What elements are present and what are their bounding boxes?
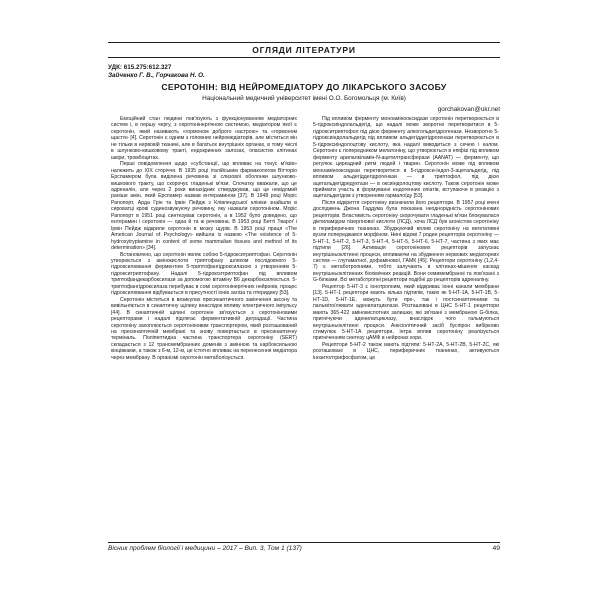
page-number: 49: [492, 545, 500, 552]
paragraph: Перші повідомлення щодо «субстанції, що впливає на тонус м'язів» належить до XIX сторіччя. В 1935 році італійським фармакологом Вітторіо Ерспамером була виділена речовина зі слизової оболонки шлунково-кишкового тракту, що скорочує гладенькі м'язи. Спочатку вважали, що це адреналін, але через 2 роки винахідник стверджував, що це невідомий раніше амін, який Ерспамер назвав ентерамином [37]. В 1948 році Моріс Рапопорт, Арда Грін та Ірвін Пейдж з Клівлендської клініки знайшли в сироватці крові судинозвужуючу речовину, яку назвали серотоніном. Моріс Рапопорт в 1951 році синтезував серотонін, а в 1952 було доведено, що ентерамин і серотонін — одна й та ж речовина. В 1953 році Бетті Твароґ і Ірвін Пейдж відкрили серотонін в мозку щурів. В 1953 році праця «The American Journal of Psychology» вийшла із назвою «The existence of 5-hydroxytryptamine in content of some mammalian tissues and method of its determination» [34].: [111, 161, 297, 252]
paragraph: Під впливом ферменту моноамінооксидази серотонін перетворюється в 5-гідроксиіндолальдегід, що надалі може зворотно перетворитися в 5-гідрокситриптофол під дією ферменту алкогольдегідрогенази. Незворотно 5-гідроксиіндолальдегід під впливом альдегіддегідрогенази перетворюється в 5-гідроксиіндолоцтову кислоту, яка надалі виводиться з сечею і калом. Серотонін є попередником мелатоніну, що утворюється в епіфізі під впливом ферменту арилалкіламін-N-ацетилтрансферази (AANAT) — ферменту, що регулює циркадний ритм людей і тварин. Серотонін може під впливом моноамінооксидази перетворитися в 5-гідрокси-індол-3-ацетальдегід, під впливом альдегіддегідрогенази — в триптофол, під дією ацетальдегідредуктази — в оксиіндолоцтову кислоту. Також серотонін може приймати участь в формуванні ендогенних опіатів, вступаючи в реакцію з ацетальдегідом з утворенням гармалоїду [53].: [313, 116, 499, 200]
paragraph: Після відкриття серотоніну визначили його рецептори. В 1957 році вчені досліджень Джона Гаддума була показана неоднорідність серотонінових рецепторів. Властивість серотоніну скорочувати гладенькі м'язи блокувалася діетиламідом лізергінової кислоти (ЛСД), хоча ЛСД був агоністом серотоніну в периферичних тканинах. Збуджуючий вплив серотоніну на вегетативні вузли попереджався морфіном. Нині відомі 7 родин рецепторів серотоніну — 5-НТ-1, 5-НТ-2, 5-НТ-3, 5-НТ-4, 5-НТ-5, 5-НТ-6, 5-НТ-7, частина з яких має підтипи [26]. Активація серотонінових рецепторів запускає внутрішньоклітинні процеси, впливаючи на збудження нервових медіаторних систем — глутаматної, дофамінової, ГАМК [45]. Рецептори серотоніну (1,2,4-7) є метаботропними, тобто залучають в клітинах-мішенях каскад внутрішньоклітинних біохімічних реакцій. Вони семимембранні та пов'язані з G-білками. Всі метаботропні рецептори подібні до рецепторів адреналіну.: [313, 199, 499, 284]
article-title: СЕРОТОНІН: ВІД НЕЙРОМЕДІАТОРУ ДО ЛІКАРСЬКОГО ЗАСОБУ: [161, 82, 447, 92]
paragraph: Рецептори 5-НТ-2 також мають підтипи: 5-НТ-2А, 5-НТ-2В, 5-НТ-2С, які розташовані в ЦНС, периферичних тканинах, активуються інозитолтрифосфатом, це: [313, 341, 499, 361]
body-column-right: [313, 116, 499, 524]
paragraph: Емоційний стан людини пов'язують з функціонуванням медіаторних систем і, в першу чергу, з серотонінергічною системою, медіатором якої є серотонін, який називають «гормоном доброго настрою» та «гормоном щастя» [4]. Серотонін є одним з головних нейромедіаторів, але міститься він не тільки в нервовій тканині, але в багатьох внутрішніх органах, в тому числі в шлунково-кишковому тракті, ендокринних залозах, опасистих клітинах шкіри, тромбоцитах.: [111, 116, 297, 161]
article-affiliation: Національний медичний університет імені О.О. Богомольця (м. Київ): [202, 95, 406, 102]
section-header: ОГЛЯДИ ЛІТЕРАТУРИ: [108, 42, 500, 58]
contact-email[interactable]: gorchakovan@ukr.net: [437, 106, 500, 113]
body-column-left: [111, 116, 297, 524]
paragraph: Встановлено, що серотонін являє собою 5-гідрокситриптофан. Серотонін утворюється з амінокислоти триптофану шляхом послідовного 5-гідроксилювання ферментом 5-триптофангідроксилазою з утворенням 5-гідрокситриптофану. Надалі 5-гідрокситриптофан під впливом триптофандекарбоксилази за допомогою вітаміну В6 декарбоксилюється. 5-триптофангідроксилаза перебуває в сомі серотонінергічних нейронів, процес гідроксилювання відбувається в присутності іонів заліза та птеридину [53].: [111, 251, 297, 297]
footer-divider: [108, 542, 500, 543]
article-authors: Зайченко Г. В., Горчакова Н. О.: [108, 72, 205, 79]
paragraph: Рецептор 5-НТ-3 є іонотропним, який відкриває іонні канали мембрани [13]. 5-НТ-1 рецептори мають кілька підтипів, таких як 5-НТ-1А, 5-НТ-1В, 5-НТ-1D, 5-НТ-1Е, можуть бути пре-, так і постсинаптичними та пальмітоїлювати аденилатциклази. Розташовані в ЦНС 5-НТ-1 рецептори мають 365-422 амінокислотних залишки, які зв'язані з мембраною G-білка, пригнічуючи аденилатциклазу, внаслідок чого гальмуються внутрішньоклітинні процеси. Анксіолітичний засіб буспірон вибірково стимулює 5-НТ-1А рецептори, інтра вплив серотоніну реалізується пригніченням синтезу цАМФ в нейронах кори.: [313, 283, 499, 342]
paragraph: Серотонін міститься в везикулах пресинаптичного закінчення аксону та вивільняється в синаптичну щілину внаслідок впливу електричного імпульсу [44]. В синаптичній щілині серотонін зв'язується з серотоніновими рецепторами і надалі підлягає ферментативній деградації. Частина серотоніну захоплюється серотоніновим транспортером, який розташований на пресинаптичній мембрані та знову повертається в пресинаптичну терміналь. Поліпептидна частина транспортера серотоніну (SERT) складається з 12 трансмембранних доменів з амінною та карбоксильною кінцівками, а також з 6-м, 12-м, це істотно впливає на перенесення медіатора через мембрану. В організмі серотонін метаболізується.: [111, 296, 297, 361]
journal-citation: Вісник проблем біології і медицини – 2017 – Вип. 3, Том 1 (137): [108, 545, 302, 552]
udk-code: УДК: 615.275:612.327: [108, 64, 172, 71]
